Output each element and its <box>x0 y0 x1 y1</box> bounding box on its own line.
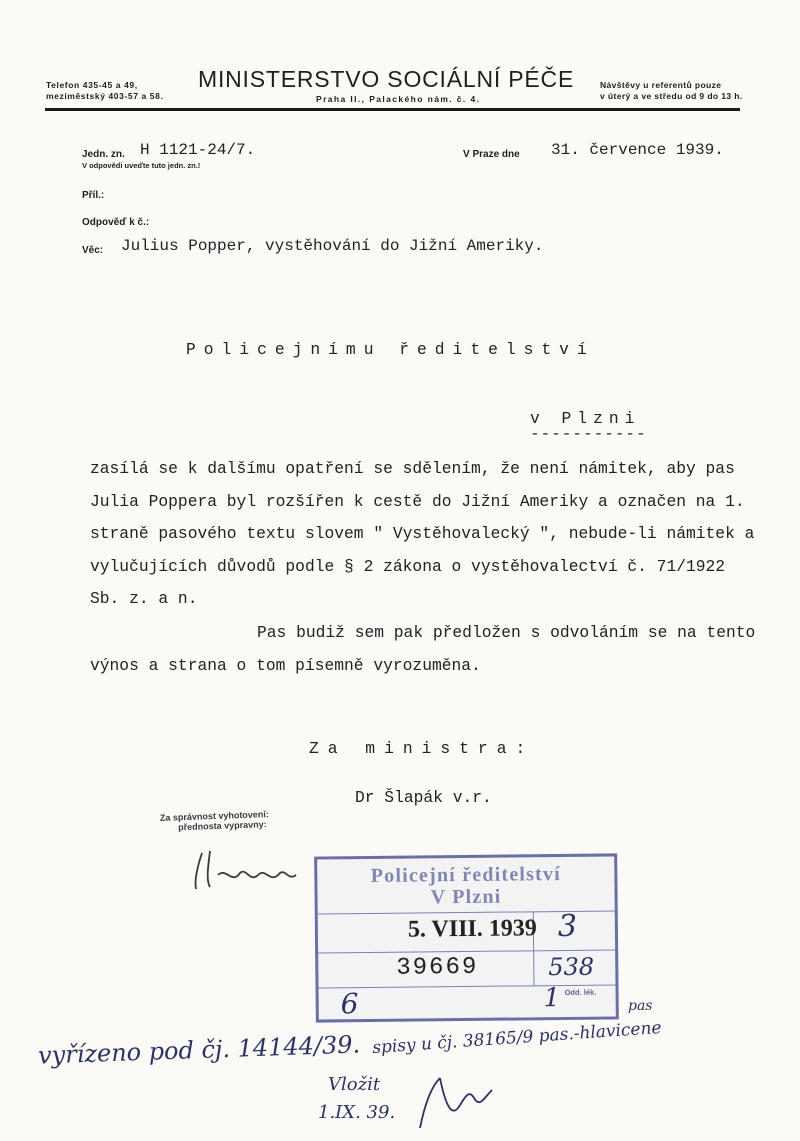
pas-note: pas <box>628 998 653 1014</box>
subject-value: Julius Popper, vystěhování do Jižní Ameriky. <box>121 237 544 255</box>
stamp-number-annotation: 538 <box>548 952 595 982</box>
stamp-bottom-left: 6 <box>340 987 359 1021</box>
body-line-4: vylučujících důvodů podle § 2 zákona o vystěhovalectví č. 71/1922 <box>90 556 726 576</box>
letter-body <box>90 453 754 616</box>
visits-info <box>600 80 743 102</box>
stamp-number: 39669 <box>396 953 479 982</box>
body-line-1: zasílá se k dalšímu opatření se sdělením, že není námitek, aby pas <box>90 459 735 478</box>
handwritten-initials <box>410 1068 500 1138</box>
recipient: Policejnímu ředitelství <box>186 340 595 359</box>
paragraph2-line-2: výnos a strana o tom písemně vyrozuměna. <box>90 656 481 675</box>
answer-to-label: Odpověď k č.: <box>82 217 150 228</box>
recipient-place: v Plzni <box>530 409 641 428</box>
body-line-3: straně pasového textu slovem " Vystěhovalecký ", nebude-li námitek a <box>90 524 755 543</box>
letter-date: 31. července 1939. <box>551 141 724 159</box>
certify-line-2: přednosta vypravny: <box>178 819 267 833</box>
closing: Za ministra: <box>309 739 535 758</box>
stamp-bottom-right: 1 <box>543 983 561 1014</box>
phone-line-1: Telefon 435-45 a 49, <box>46 80 138 90</box>
handwritten-note-2: spisy u čj. 38165/9 pas.-hlavicenе <box>371 1017 663 1059</box>
handwritten-note-4: 1.IX. 39. <box>318 1102 396 1123</box>
visits-line-1: Návštěvy u referentů pouze <box>600 80 722 90</box>
body-line-2: Julia Poppera byl rozšířen k cestě do Jižní Ameriky a označen na 1. <box>90 491 745 511</box>
jedn-label: Jedn. zn. <box>82 149 125 160</box>
body-line-5: Sb. z. a n. <box>90 589 198 608</box>
stamp-date: 5. VIII. 1939 <box>407 915 537 943</box>
reply-note: V odpovědi uveďte tuto jedn. zn.! <box>82 161 201 170</box>
subject-label: Věc: <box>82 245 104 256</box>
stamp-header-1: Policejní ředitelství <box>370 863 562 887</box>
paragraph2-line-1: Pas budiž sem pak předložen s odvoláním se na tento <box>257 623 756 642</box>
jedn-value: H 1121-24/7. <box>140 141 256 159</box>
attachments-label: Příl.: <box>82 190 105 201</box>
handwritten-note-1: vyřízeno pod čj. 14144/39. <box>37 1030 361 1070</box>
certify-stamp <box>160 809 270 833</box>
ministry-name: MINISTERSTVO SOCIÁLNÍ PÉČE <box>198 66 575 92</box>
stamp-date-annotation: 3 <box>557 908 578 945</box>
recipient-underline: ----------- <box>530 425 647 443</box>
phone-info <box>46 80 163 102</box>
stamp-bottom-small: Odd. lék. <box>564 987 597 997</box>
handwritten-note-3: Vložit <box>328 1074 381 1095</box>
letterhead-rule <box>45 108 740 111</box>
receipt-stamp <box>314 853 619 1022</box>
ministry-address: Praha II., Palackého nám. č. 4. <box>316 94 481 104</box>
visits-line-2: v úterý a ve středu od 9 do 13 h. <box>600 91 743 101</box>
phone-line-2: meziměstský 403-57 a 58. <box>46 91 164 101</box>
signature: Dr Šlapák v.r. <box>355 788 492 807</box>
certify-line-1: Za správnost vyhotovení: <box>159 809 269 823</box>
clerk-signature <box>180 845 310 895</box>
place-label: V Praze dne <box>463 149 520 160</box>
stamp-header-2: V Plzni <box>430 885 502 909</box>
